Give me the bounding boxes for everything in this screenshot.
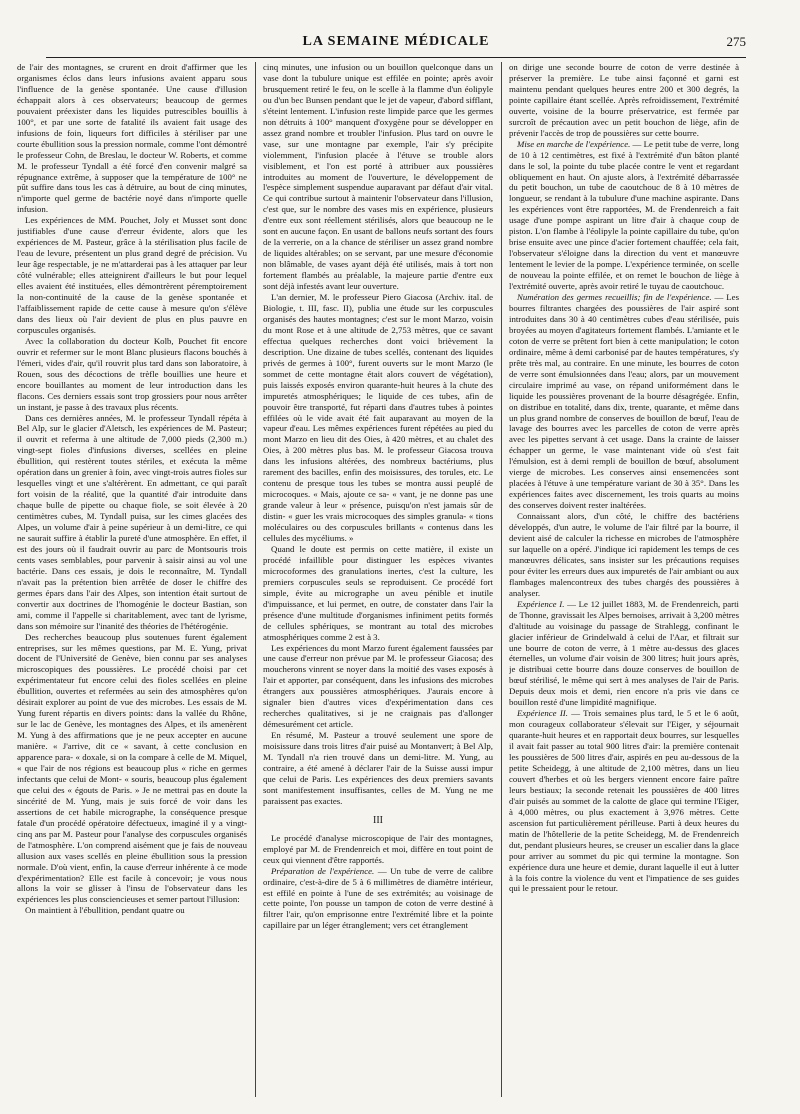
page-number: 275 — [726, 34, 746, 49]
text-column-right — [509, 62, 739, 1097]
paragraph: Des recherches beaucoup plus soutenues furent également entreprises, sur les mêmes questions, par M. E. Yung, privat docent de l'Université de Genève, bien connu par ses analyses microscopiques des poussières. Le procédé choisi par cet expérimentateur fut encore celui des fioles scellées en pleine ébullition, ouvertes et refermées au sein des atmosphères qu'on désirait explorer au point de vue des microbes. Les essais de M. Yung furent répartis en divers points: dans la vallée du Rhône, sur le lac de Genève, les montagnes des Alpes, et ils amenèrent M. Yung à des affirmations que je ne peux accepter en aucune manière. « J'arrive, dit ce « savant, à cette conclusion en apparence para- « doxale, si on la compare à celle de M. Miquel, « que l'air de nos régions est beaucoup plus « riche en germes infectants que celui de Mont- « souris, beaucoup plus également que celui des « égouts de Paris. » Je ne mettrai pas en doute la sincérité de M. Yung, mais je suis forcé de voir dans les assertions de cet habile micrographe, la conséquence presque fatale d'un procédé opératoire défectueux, imaginé il y a vingt-cinq ans par M. Pasteur pour l'analyse des corpuscules organisés de l'atmosphère. L'on comprend aisément que je fais de nouveau allusion aux vases scellés en pleine ébullition sous la pression normale. D'où vient, enfin, la cause d'erreur inhérente à ce mode d'expérimentation? Elle est facile à concevoir; je vous nous allons la voir se glisser à l'insu de l'observateur dans les expériences les plus consciencieuses et semer partout l'illusion: — [17, 631, 247, 905]
paragraph-preparation — [263, 866, 493, 932]
paragraph-text: — Trois semaines plus tard, le 5 et le 6 août, mon courageux collaborateur s'élevait sur l'Eiger, y séjournait quarante-huit heures et en rapportait deux bourres, sur lesquelles il avait fait passer au total 900 litres d'air: la première contenait les poussières de 500 litres d'air, aspirés en peu au-dessous de la petite Scheidegg, à une altitude de 2,100 mètres, dans un lieu couvert d'herbes et où les bergers viennent encore faire paître leurs bestiaux; la seconde retenait les poussières de 400 litres d'air puisés au sommet de la calotte de glace qui termine l'Eiger, à 4,000 mètres, ou plus exactement à 3,976 mètres. Cette ascension fut particulièrement périlleuse. Parti à deux heures du matin de l'hôtellerie de la petite Scheidegg, M. de Frendenreich dut, pendant plusieurs heures, se creuser un escalier dans la glace pour arriver au sommet du pic qui termine la montagne. Son expérience dura une heure et demie, durant laquelle il eut à lutter à la fois contre la violence du vent et l'impatience de ses guides qui le pressaient pour le retour. — [509, 708, 739, 894]
paragraph: On maintient à l'ébullition, pendant quatre ou — [25, 905, 185, 916]
paragraph: de l'air des montagnes, se crurent en droit d'affirmer que les organismes éclos dans leurs infusions avaient apparu sous l'influence de la genèse spontanée. Une cause d'illusion échappait alors à ces observateurs; beaucoup de germes pouvaient préexister dans les liquides putrescibles bouillis à 100°, et par une sorte de fatalité ils avaient fait usage des infusions de foin, liqueurs fort difficiles à stériliser par une courte ébullition sous la pression normale, comme l'ont démontré le professeur Cohn, de Breslau, le docteur W. Roberts, et comme M. le professeur Tyndall a été forcé d'en convenir malgré sa répugnance extrême, à supposer que la température de 100° ne pût suffire dans tous les cas à détruire, au bout de cinq minutes, n'importe quel germe de bactérie noyé dans n'importe quelle infusion. — [17, 62, 247, 215]
paragraph: Quand le doute est permis on cette matière, il existe un procédé infaillible pour distinguer les espèces vivantes microcoformes des granulations inertes, c'est la culture, les premiers corpuscules seuls se reproduisent. Ce procédé fort simple, évite au micrographe un aveu pénible et inutile d'impuissance, et lui permet, en outre, de constater dans l'air la présence d'une multitude d'organismes infiniment petits formés de cellules sphériques, se montrant au total des microbes atmosphériques comme 2 est à 3. — [263, 543, 493, 642]
column-divider — [255, 62, 256, 1097]
subheading-setup: Mise en marche de l'expérience. — [517, 138, 631, 149]
paragraph: Le procédé d'analyse microscopique de l'air des montagnes, employé par M. de Frendenreich et moi, diffère en tout point de ceux qui viennent d'être rapportés. — [263, 832, 493, 865]
paragraph-setup — [509, 139, 739, 292]
subheading-experiment-1: Expérience I. — [517, 598, 565, 609]
subheading-counting: Numération des germes recueillis; fin de l'expérience. — [517, 292, 712, 303]
paragraph: on dirige une seconde bourre de coton de verre destinée à préserver la première. Le tube ainsi façonné et garni est maintenu pendant quelques heures entre 200 et 300 degrés, la pointe capillaire étant scellée. Après refroidissement, l'extrémité ouverte, voisine de la bourre préservatrice, est fermée par surcroît de précaution avec un petit bouchon de liège, afin de prévenir l'accès de trop de poussières sur cette bourre. — [509, 62, 739, 138]
subheading-experiment-2: Expérience II. — [517, 708, 568, 719]
paragraph-text: — Un tube de verre de calibre ordinaire, c'est-à-dire de 5 à 6 millimètres de diamètre intérieur, est effilé en pointe à l'une de ses extrémités; au voisinage de cette pointe, l'on pousse un tampon de coton de verre destiné à filtrer l'air, qu'on emprisonne entre l'extrémité libre et la pointe capillaire par un léger étranglement; vers cet étranglement — [263, 865, 493, 931]
paragraph-text: — Le petit tube de verre, long de 10 à 12 centimètres, est fixé à l'extrémité d'un bâton planté dans le sol, la pointe du tube placée contre le vent et regardant obliquement en haut. On ajuste alors, à l'extrémité débarrassée du petit bouchon, un tube de caoutchouc de 8 à 10 mètres de longueur, se rendant à la tubulure d'une machine aspirante. Dans les expériences vont être rapportées, M. de Frendenreich a fait usage d'une pompe aspirant un litre d'air à chaque coup de piston. L'on flambe à l'éolipyle la pointe capillaire du tube, qu'on brise ensuite avec une pince d'acier fortement chauffée; cela fait, l'observateur s'éloigne dans la direction du vent et manœuvre lentement le levier de la pompe. L'expérience terminée, on scelle de nouveau la pointe effilée, et on remet le bouchon de liège à l'extrémité ouverte, après avoir retiré le tuyau de caoutchouc. — [509, 138, 739, 292]
paragraph: Dans ces dernières années, M. le professeur Tyndall répéta à Bel Alp, sur le glacier d'Aletsch, les expériences de M. Pasteur; il ouvrit et referma à une altitude de 7,000 pieds (2,300 m.) vingt-sept fioles d'infusions diverses, scellées en pleine ébullition, qui restèrent toutes stériles, et exécuta la même opération dans un grenier à foin, avec vingt-trois autres fioles sur lesquelles vingt et une s'altérèrent. En admettant, ce qui paraît fort voisin de la réalité, que la quantité d'air introduite dans chaque bulle de pipette ou chaque fiole, se soit élevée à 20 centimètres cubes, M. Tyndall puisa, sur les cimes glacées des Alpes, un volume d'air à peine supérieur à un demi-litre, ce qui ne saurait suffire à établir la pureté d'une atmosphère. En effet, il est des jours où il faudrait ouvrir au parc de Montsouris trois cents vases semblables, pour parvenir à saisir ainsi au vol une bactérie. Dans ces essais, je dois le reconnaître, M. Tyndall n'avait pas la prétention bien arrêtée de doser le chiffre des germes épars dans l'air des Alpes, son intention était surtout de convertir aux doctrines de l'homogénie le docteur Bastian, son ami, comme il l'appelle si charitablement, avec tant de lyrisme, dans son mémoire sur l'inanité des théories de l'hétérogénie. — [17, 412, 247, 631]
paragraph-text: — Les bourres filtrantes chargées des poussières de l'air aspiré sont introduites dans 30 à 40 centimètres cubes d'eau stérilisée, puis broyées au moyen d'agitateurs fortement flambés. L'amiante et le coton de verre se prêtent fort bien à cette manipulation; le coton ordinaire, même à demi carbonisé par de hautes températures, s'y prête très mal, au contraire. En une minute, les bourres de coton de verre sont émulsionnées dans l'eau; alors, par un mouvement circulaire imprimé au vase, on répand uniformément dans le liquide les poussières provenant de la bourre désagrégée. Enfin, on distribue en totalité, dans dix, trente, quarante, et même dans un plus grand nombre de conserves de bouillon de bœuf, l'eau de lavage des bourres avec les parcelles de coton de verre après avec les pipettes servant à cet usage. Dans la crainte de laisser échapper un germe, le vase maintenant vide où s'est fait l'émulsion, est à demi rempli de bouillon de bœuf, absolument vierge de microbes. Les conserves ainsi ensemencées sont placées à l'étuve à une température variant de 30 à 35°. Dans les expériences faites avec discernement, les trois quarts au moins des conserves doivent rester inaltérées. — [509, 292, 739, 511]
text-column-middle — [263, 62, 493, 1097]
header-rule — [46, 57, 746, 58]
paragraph-experiment-2 — [509, 708, 739, 894]
paragraph-text: — Le 12 juillet 1883, M. de Frendenreich, parti de Thonne, gravissait les Alpes bernoises, arrivait à 3,200 mètres d'altitude au voisinage du passage de Strahlegg, confinant le glacier inférieur de Grindelwald à celui de l'Aar, et filtrait sur une bourre de coton de verre, à 1 mètre au-dessus des glaces éternelles, un volume d'air voisin de 300 litres; huit jours après, je distribuai cette bourre dans douze conserves de bouillon de bœuf stérilisé, le même qui sert à mes analyses de l'air de Paris. Depuis deux mois et demi, rien encore n'a pris vie dans ce bouillon resté d'une limpidité magnifique. — [509, 598, 739, 708]
paragraph: Les expériences de MM. Pouchet, Joly et Musset sont donc justifiables d'une cause d'erreur évidente, alors que les expériences de M. Pasteur, grâce à la stérilisation plus facile de l'eau de levure, présentent un plus grand degré de précision. Vu leur âge respectable, je ne m'attarderai pas à les attaquer par leur côté vulnérable; elles atteignirent d'ailleurs le but pour lequel elles avaient été instituées, elles démontrèrent péremptoirement la non-continuité de la cause de la genèse spontanée et l'affaiblissement rapide de cette cause à mesure qu'on s'élève dans des lieux où l'air devient de plus en plus pauvre en corpuscules organisés. — [17, 215, 247, 335]
subheading-preparation: Préparation de l'expérience. — [271, 865, 375, 876]
paragraph: L'an dernier, M. le professeur Piero Giacosa (Archiv. ital. de Biologie, t. III, fasc. II), publia une étude sur les corpuscules organisés des hautes montagnes; c'est sur le mont Marzo, voisin du mont Rose et à une altitude de 2,753 mètres, que ce savant effectua quelques recherches dont voici brièvement la description. Une dizaine de tubes scellés, contenant des liquides privés de germes à 100°, furent ouverts sur le mont Marzo (le sommet de cette montagne était alors couvert de végétation), puis laissés exposés environ quarante-huit heures à la chute des impuretés atmosphériques; le liquide de ces tubes, afin de pouvoir être transporté, fut réparti dans d'autres tubes à pointes effilées où le vide avait été fait auparavant au moyen de la vapeur d'eau. Les mêmes expériences furent répétées au pied du mont Marzo en lieu dit des Oies, à 420 mètres, et au chalet des Oies, à 200 mètres plus bas. M. le professeur Giacosa trouva dans les infusions altérées, des nombreux bactériums, plus rarement des bacilles, enfin des moisissures, des torules, etc. Le contenu de presque tous les tubes se montra aussi peuplé de microcoques. « Mais, ajoute ce sa- « vant, je ne donne pas une grande valeur à leur « présence, puisqu'on n'est jamais sûr de distin- « guer les vrais microcoques des simples granula- « tions moléculaires ou des corpuscules brillants « contenus dans les cellules des mycéliums. » — [263, 292, 493, 543]
paragraph: En résumé, M. Pasteur a trouvé seulement une spore de moisissure dans trois litres d'air puisé au Montanvert; à Bel Alp, M. Tyndall n'a rien trouvé dans un demi-litre. M. Yung, au contraire, a été amené à déclarer l'air de la Suisse aussi impur que celui de Paris. Les expériences des deux premiers savants sont manifestement insuffisantes, celles de M. Yung ne me paraissent pas exactes. — [263, 730, 493, 806]
paragraph-counting — [509, 292, 739, 511]
text-column-left — [17, 62, 247, 1097]
paragraph-experiment-1 — [509, 599, 739, 709]
section-number: III — [373, 814, 383, 826]
paragraph: Les expériences du mont Marzo furent également faussées par une cause d'erreur non prévue par M. le professeur Giacosa; des moucherons vinrent se noyer dans la moitié des vases exposés à l'air et apporter, par conséquent, dans les infusions des microbes étrangers aux poussières atmosphériques. J'aurais encore à signaler bien d'autres vices d'expérimentation dans ces recherches qualitatives, si je ne craignais pas d'allonger démesurément cet article. — [263, 642, 493, 730]
page-header — [46, 34, 746, 52]
paragraph: Connaissant alors, d'un côté, le chiffre des bactériens développés, d'un autre, le volume de l'air filtré par la bourre, il devient aisé de calculer la richesse en microbes de l'atmosphère sur laquelle on a opéré. J'indique ici rapidement les temps de ces manœuvres délicates, sans insister sur les précautions requises pour éviter les erreurs dues aux impuretés de l'air ambiant ou aux flambages malencontreux des tubes chargés des poussières à analyser. — [509, 511, 739, 598]
running-title: LA SEMAINE MÉDICALE — [302, 34, 490, 49]
column-divider — [501, 62, 502, 1097]
paragraph: Avec la collaboration du docteur Kolb, Pouchet fit encore ouvrir et refermer sur le mont Blanc plusieurs flacons bouchés à l'émeri, vides d'air, qu'il rouvrit plus tard dans son laboratoire, à Rouen, sous des décoctions de trèfle bouillies une heure et encore bouillantes au moment de leur introduction dans les flacons. Ces derniers essais sont trop grossiers pour nous arrêter un instant, je passe à des travaux plus récents. — [17, 335, 247, 412]
paragraph: cinq minutes, une infusion ou un bouillon quelconque dans un vase dont la tubulure unique est effilée en pointe; après avoir brusquement retiré le feu, on le scelle à la flamme d'un éolipyle ou d'un bec Bunsen pendant que le jet de vapeur, d'abord sifflant, s'éteint lentement. L'infusion reste limpide parce que les germes non détruits à 100° manquent d'oxygène pour se développer en assez grand nombre et troubler l'infusion. Plus tard on ouvre le vase, sur une montagne par exemple, l'air s'y précipite violemment, l'infusion placée à l'étuve se trouble alors visiblement, et l'on est porté à attribuer aux poussières introduites au moment de l'ouverture, le développement de l'espèce simplement suspendue auparavant par défaut d'air vital. Ce qui contribue surtout à maintenir l'observateur dans l'illusion, c'est que, sur le nombre des vases mis en expérience, plusieurs d'entre eux sont réellement stérilisés, alors que beaucoup ne le sont en aucune façon. En usant de ballons neufs sortant des fours de la verrerie, on a la chance de stériliser un assez grand nombre de liquides altérables; on se servant, par une mesure d'économie non blâmable, de vases ayant déjà été utilisés, mais à tort non fortement flambés au préalable, la majeure partie d'entre eux sont déjà infestés avant leur ouverture. — [263, 62, 493, 292]
